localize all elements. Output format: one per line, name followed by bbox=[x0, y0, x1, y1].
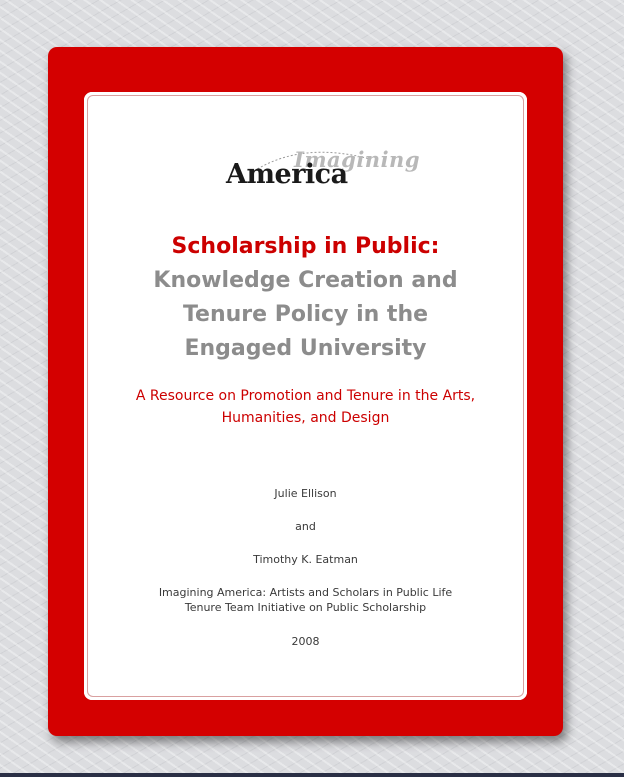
organization bbox=[84, 585, 527, 615]
subtitle-line-2: Humanities, and Design bbox=[221, 410, 390, 426]
author-first: Julie Ellison bbox=[274, 487, 337, 500]
title-line-2: Knowledge Creation and bbox=[153, 268, 458, 293]
logo-script-word: Imagining bbox=[294, 147, 421, 172]
organization-line-1: Imagining America: Artists and Scholars in Public Life bbox=[158, 586, 453, 599]
title-line-4: Engaged University bbox=[184, 336, 427, 361]
title-line-1: Scholarship in Public: bbox=[171, 234, 440, 259]
publication-year: 2008 bbox=[291, 635, 320, 648]
organization-line-2: Tenure Team Initiative on Public Scholarship bbox=[184, 601, 427, 614]
report-title bbox=[84, 230, 527, 366]
logo-main-word: America bbox=[226, 159, 348, 190]
cover-inner-panel bbox=[84, 92, 527, 700]
author-conjunction: and bbox=[295, 520, 316, 533]
author-second: Timothy K. Eatman bbox=[253, 553, 358, 566]
report-subtitle bbox=[114, 385, 497, 429]
bottom-strip bbox=[0, 773, 624, 777]
subtitle-line-1: A Resource on Promotion and Tenure in the Arts, bbox=[135, 388, 476, 404]
report-cover bbox=[48, 47, 563, 736]
title-line-3: Tenure Policy in the bbox=[182, 302, 429, 327]
imagining-america-logo bbox=[224, 145, 421, 195]
